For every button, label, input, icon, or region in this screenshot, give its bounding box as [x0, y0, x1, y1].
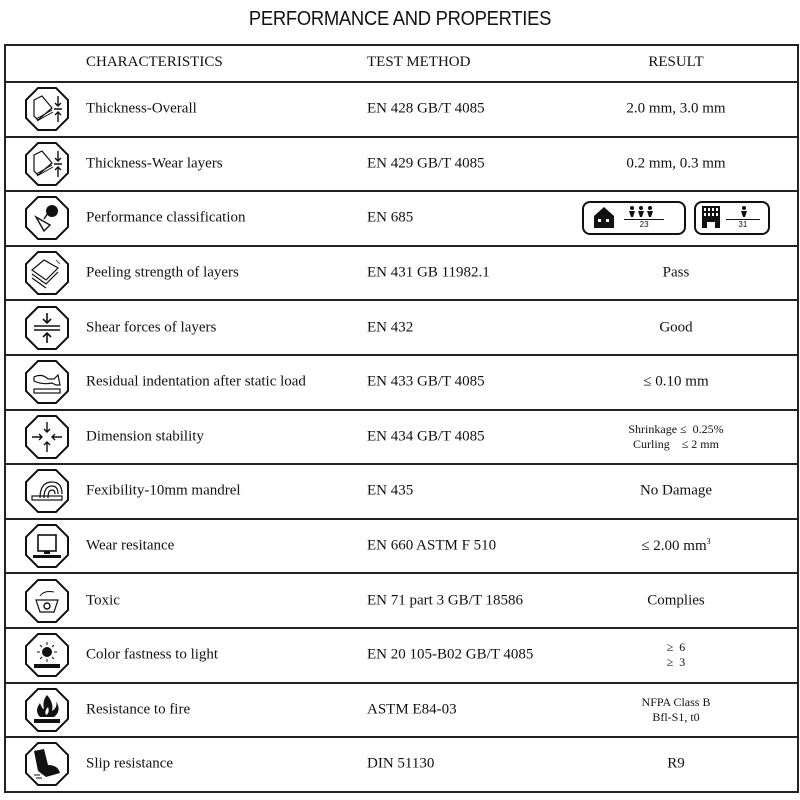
- residential-class-badge: [582, 201, 686, 235]
- result-cell: [566, 265, 786, 282]
- result-cell: [566, 101, 786, 118]
- result-value: ≤ 2.00 mm: [641, 538, 707, 555]
- table-row: [6, 738, 797, 793]
- class-value: 31: [726, 219, 760, 229]
- result-value: ≤ 0.10 mm: [643, 373, 709, 390]
- result-line: ≥ 3: [666, 655, 686, 670]
- result-cell: [566, 756, 786, 773]
- result-superscript: 3: [706, 537, 711, 547]
- test-method-cell: EN 20 105-B02 GB/T 4085: [367, 646, 534, 663]
- result-line: Shrinkage ≤ 0.25%: [628, 421, 724, 436]
- thickness-icon: [24, 141, 70, 187]
- characteristic-cell: Fexibility-10mm mandrel: [86, 482, 241, 499]
- result-cell: [566, 422, 786, 452]
- heel-indentation-icon: [24, 359, 70, 405]
- table-row: [6, 574, 797, 629]
- house-icon: [590, 204, 618, 235]
- result-cell: [566, 640, 786, 670]
- header-test-method: TEST METHOD: [367, 54, 471, 70]
- result-cell: [566, 201, 786, 235]
- result-cell: [566, 155, 786, 172]
- page-title: PERFORMANCE AND PROPERTIES: [248, 8, 552, 30]
- peeling-icon: [24, 250, 70, 296]
- table-row: [6, 356, 797, 411]
- class-value: 23: [624, 219, 664, 229]
- table-header: [6, 46, 797, 83]
- characteristic-cell: Color fastness to light: [86, 646, 219, 663]
- characteristic-cell: Performance classification: [86, 209, 246, 226]
- table-row: [6, 247, 797, 302]
- table-row: [6, 465, 797, 520]
- result-line: ≥ 6: [666, 640, 686, 655]
- test-method-cell: EN 432: [367, 319, 414, 336]
- result-cell: [566, 319, 786, 336]
- test-method-cell: EN 434 GB/T 4085: [367, 428, 485, 445]
- thickness-icon: [24, 86, 70, 132]
- test-method-cell: EN 428 GB/T 4085: [367, 100, 485, 117]
- table-row: [6, 629, 797, 684]
- properties-table: [4, 44, 799, 793]
- table-row: [6, 520, 797, 575]
- test-method-cell: EN 431 GB 11982.1: [367, 264, 490, 281]
- result-cell: [566, 592, 786, 609]
- result-value: Good: [659, 319, 693, 336]
- result-cell: [566, 483, 786, 500]
- header-characteristics: CHARACTERISTICS: [86, 54, 223, 70]
- characteristic-cell: Thickness-Wear layers: [86, 155, 223, 172]
- characteristic-cell: Residual indentation after static load: [86, 373, 306, 390]
- test-method-cell: EN 435: [367, 482, 414, 499]
- result-value: 0.2 mm, 0.3 mm: [626, 155, 726, 172]
- performance-classification-icon: [24, 195, 70, 241]
- test-method-cell: EN 433 GB/T 4085: [367, 373, 485, 390]
- slip-icon: [24, 741, 70, 787]
- test-method-cell: EN 429 GB/T 4085: [367, 155, 485, 172]
- result-cell: [566, 695, 786, 725]
- result-line: Curling ≤ 2 mm: [633, 436, 719, 451]
- result-value: R9: [667, 755, 685, 772]
- wear-icon: [24, 523, 70, 569]
- characteristic-cell: Dimension stability: [86, 428, 204, 445]
- result-value: Pass: [662, 264, 690, 281]
- table-row: [6, 301, 797, 356]
- characteristic-cell: Slip resistance: [86, 755, 174, 772]
- table-row: [6, 411, 797, 466]
- result-line: NFPA Class B: [641, 694, 711, 709]
- test-method-cell: EN 685: [367, 209, 414, 226]
- building-icon: [700, 204, 722, 235]
- result-cell: [566, 374, 786, 391]
- result-value: No Damage: [639, 482, 713, 499]
- result-value: 2.0 mm, 3.0 mm: [626, 100, 726, 117]
- characteristic-cell: Shear forces of layers: [86, 319, 217, 336]
- toxic-icon: [24, 578, 70, 624]
- table-row: [6, 684, 797, 739]
- test-method-cell: DIN 51130: [367, 755, 435, 772]
- result-line: Bfl-S1, t0: [652, 709, 700, 724]
- fire-icon: [24, 687, 70, 733]
- test-method-cell: EN 660 ASTM F 510: [367, 537, 497, 554]
- characteristic-cell: Resistance to fire: [86, 701, 191, 718]
- result-value: Complies: [647, 592, 705, 609]
- test-method-cell: ASTM E84-03: [367, 701, 457, 718]
- test-method-cell: EN 71 part 3 GB/T 18586: [367, 592, 523, 609]
- characteristic-cell: Thickness-Overall: [86, 100, 197, 117]
- commercial-class-badge: [694, 201, 770, 235]
- table-row: [6, 192, 797, 247]
- sun-icon: [24, 632, 70, 678]
- header-result: RESULT: [648, 54, 704, 70]
- characteristic-cell: Toxic: [86, 592, 120, 609]
- mandrel-icon: [24, 468, 70, 514]
- table-row: [6, 83, 797, 138]
- characteristic-cell: Wear resitance: [86, 537, 175, 554]
- characteristic-cell: Peeling strength of layers: [86, 264, 239, 281]
- table-row: [6, 138, 797, 193]
- dimension-stability-icon: [24, 414, 70, 460]
- shear-force-icon: [24, 305, 70, 351]
- result-cell: [566, 537, 786, 555]
